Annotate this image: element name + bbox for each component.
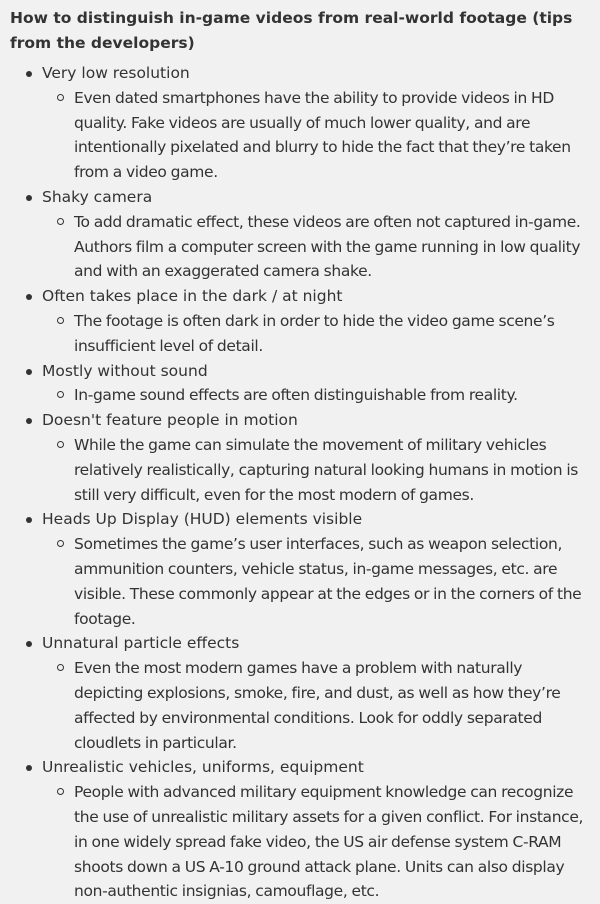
bullet-disc-icon bbox=[26, 71, 32, 77]
article-heading: How to distinguish in-game videos from real-world footage (tips from the developers) bbox=[10, 9, 573, 52]
tip-detail-text: To add dramatic effect, these videos are often not captured in-game. Authors film a computer screen with the game running in low quality and with an exaggerated camera shake. bbox=[74, 212, 581, 281]
tips-list bbox=[10, 61, 590, 904]
tip-title: Shaky camera bbox=[42, 187, 153, 206]
tip-detail-item bbox=[42, 532, 590, 631]
tip-detail-list bbox=[42, 780, 590, 904]
tip-item bbox=[10, 408, 590, 507]
bullet-disc-icon bbox=[26, 641, 32, 647]
bullet-circle-icon bbox=[57, 391, 64, 398]
tip-title: Often takes place in the dark / at night bbox=[42, 287, 343, 306]
tip-detail-list bbox=[42, 433, 590, 507]
tip-title: Doesn't feature people in motion bbox=[42, 411, 298, 430]
tip-detail-text: Even the most modern games have a problem with naturally depicting explosions, smoke, fire, and dust, as well as how they’re affected by environmental conditions. Look for oddly separated cloudlets in particular. bbox=[74, 659, 561, 752]
tip-item bbox=[10, 284, 590, 358]
tip-detail-text: In-game sound effects are often distinguishable from reality. bbox=[74, 386, 518, 405]
tip-detail-item bbox=[42, 780, 590, 904]
bullet-circle-icon bbox=[57, 540, 64, 547]
tip-title: Unrealistic vehicles, uniforms, equipment bbox=[42, 758, 364, 777]
bullet-disc-icon bbox=[26, 418, 32, 424]
bullet-disc-icon bbox=[26, 195, 32, 201]
bullet-disc-icon bbox=[26, 294, 32, 300]
tip-detail-list bbox=[42, 656, 590, 755]
tip-item bbox=[10, 359, 590, 409]
tip-detail-item bbox=[42, 433, 590, 507]
tip-item bbox=[10, 61, 590, 185]
tip-title: Very low resolution bbox=[42, 64, 190, 82]
tip-detail-text: Even dated smartphones have the ability to provide videos in HD quality. Fake videos are usually of much lower quality, and are intentionally pixelated and blurry to hide the fact that they’re taken from a video game. bbox=[74, 88, 571, 182]
bullet-disc-icon bbox=[26, 765, 32, 771]
tip-detail-item bbox=[42, 309, 590, 359]
bullet-circle-icon bbox=[57, 664, 64, 671]
bullet-circle-icon bbox=[57, 94, 64, 101]
bullet-circle-icon bbox=[57, 317, 64, 324]
tip-detail-list bbox=[42, 210, 590, 284]
tip-detail-text: While the game can simulate the movement of military vehicles relatively realistically, capturing natural looking humans in motion is still very difficult, even for the most modern of games. bbox=[74, 435, 579, 504]
tip-detail-text: People with advanced military equipment knowledge can recognize the use of unrealistic military assets for a given conflict. For instance, in one widely spread fake video, the US air defense system C-RAM shoots down a US A-10 ground attack plane. Units can also display non-authentic insignias, camouflage, etc. bbox=[74, 783, 584, 901]
tip-title: Heads Up Display (HUD) elements visible bbox=[42, 510, 363, 529]
tip-detail-list bbox=[42, 532, 590, 631]
tip-detail-list bbox=[42, 309, 590, 359]
tip-detail-list bbox=[42, 86, 590, 185]
tip-item bbox=[10, 755, 590, 904]
tip-title: Unnatural particle effects bbox=[42, 634, 240, 653]
tip-item bbox=[10, 631, 590, 755]
bullet-circle-icon bbox=[57, 218, 64, 225]
tip-title: Mostly without sound bbox=[42, 361, 208, 380]
tip-detail-item bbox=[42, 210, 590, 284]
tip-item bbox=[10, 507, 590, 631]
bullet-circle-icon bbox=[57, 788, 64, 795]
tip-detail-text: The footage is often dark in order to hide the video game scene’s insufficient level of detail. bbox=[74, 311, 555, 355]
tip-detail-item bbox=[42, 383, 590, 408]
tip-detail-item bbox=[42, 656, 590, 755]
tip-detail-text: Sometimes the game’s user interfaces, such as weapon selection, ammunition counters, vehicle status, in-game messages, etc. are visible. These commonly appear at the edges or in the corners of the footage. bbox=[74, 535, 582, 628]
tip-item bbox=[10, 185, 590, 284]
bullet-disc-icon bbox=[26, 517, 32, 523]
bullet-circle-icon bbox=[57, 441, 64, 448]
tip-detail-item bbox=[42, 86, 590, 185]
tip-detail-list bbox=[42, 383, 590, 408]
bullet-disc-icon bbox=[26, 369, 32, 375]
